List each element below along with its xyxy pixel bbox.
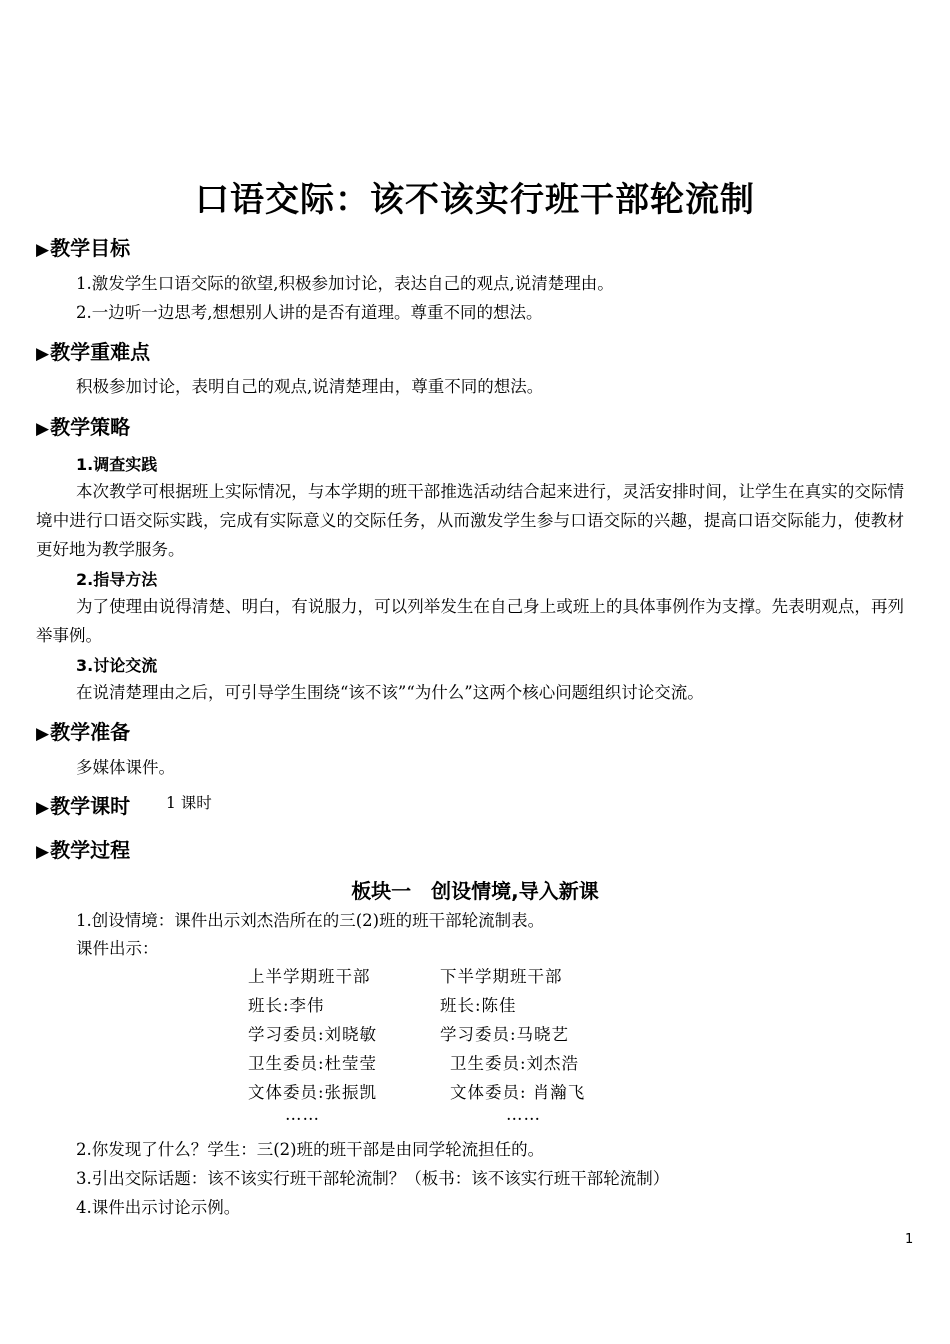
section-heading-label: 教学课时 [50,794,131,818]
block-title: 板块一 创设情境,导入新课 [351,879,599,903]
process-step: 课件出示： [76,939,159,958]
table-cell: 文体委员:张振凯 [248,1083,378,1102]
section-heading-label: 教学准备 [50,720,131,744]
table-ellipsis: …… [506,1105,541,1124]
section-heading-strategy [36,411,130,440]
triangle-bullet-icon: ▶ [36,798,50,818]
strategy-paragraph: 本次教学可根据班上实际情况，与本学期的班干部推选活动结合起来进行，灵活安排时间，让学生在真实的交际情境中进行口语交际实践，完成有实际意义的交际任务，从而激发学生参与口语交际的兴趣，提高口语交际能力，使教材更好地为教学服务。 [36,482,904,559]
hours-value: 1 课时 [166,794,212,812]
strategy-subtitle: 3.讨论交流 [76,656,158,675]
triangle-bullet-icon: ▶ [36,240,50,260]
section-heading-label: 教学重难点 [50,340,151,364]
strategy-subtitle: 1.调查实践 [76,455,158,474]
table-cell: 文体委员: 肖瀚飞 [450,1083,586,1102]
process-step: 4.课件出示讨论示例。 [76,1198,241,1217]
triangle-bullet-icon: ▶ [36,724,50,744]
table-cell: 班长:陈佳 [440,996,517,1015]
table-cell: 卫生委员:刘杰浩 [450,1054,580,1073]
table-cell: 卫生委员:杜莹莹 [248,1054,378,1073]
triangle-bullet-icon: ▶ [36,419,50,439]
page-number: 1 [905,1232,914,1247]
process-step: 3.引出交际话题：该不该实行班干部轮流制？（板书：该不该实行班干部轮流制） [76,1169,670,1188]
strategy-subtitle: 2.指导方法 [76,570,158,589]
triangle-bullet-icon: ▶ [36,842,50,862]
table-ellipsis: …… [285,1105,320,1124]
section-heading-label: 教学策略 [50,415,131,439]
table-cell: 学习委员:马晓艺 [440,1025,570,1044]
section-heading-key-points [36,336,150,365]
goal-item: 2.一边听一边思考,想想别人讲的是否有道理。尊重不同的想法。 [76,303,543,322]
section-heading-label: 教学过程 [50,838,131,862]
goal-item: 1.激发学生口语交际的欲望,积极参加讨论，表达自己的观点,说清楚理由。 [76,274,614,293]
process-step: 2.你发现了什么？学生：三(2)班的班干部是由同学轮流担任的。 [76,1140,545,1159]
section-heading-process [36,834,130,863]
table-header-first-half: 上半学期班干部 [248,967,371,986]
table-cell: 学习委员:刘晓敏 [248,1025,378,1044]
process-step: 1.创设情境：课件出示刘杰浩所在的三(2)班的班干部轮流制表。 [76,911,545,930]
strategy-paragraph: 在说清楚理由之后，可引导学生围绕“该不该”“为什么”这两个核心问题组织讨论交流。 [76,683,704,702]
section-heading-goals [36,232,130,261]
table-header-second-half: 下半学期班干部 [440,967,563,986]
section-heading-preparation [36,716,130,745]
table-cell: 班长:李伟 [248,996,325,1015]
triangle-bullet-icon: ▶ [36,344,50,364]
key-points-text: 积极参加讨论，表明自己的观点,说清楚理由，尊重不同的想法。 [76,377,544,396]
section-heading-hours [36,790,130,819]
section-heading-label: 教学目标 [50,236,131,260]
page-title: 口语交际：该不该实行班干部轮流制 [195,180,755,220]
strategy-paragraph: 为了使理由说得清楚、明白，有说服力，可以列举发生在自己身上或班上的具体事例作为支撑。先表明观点，再列举事例。 [36,597,904,645]
preparation-text: 多媒体课件。 [76,758,175,777]
